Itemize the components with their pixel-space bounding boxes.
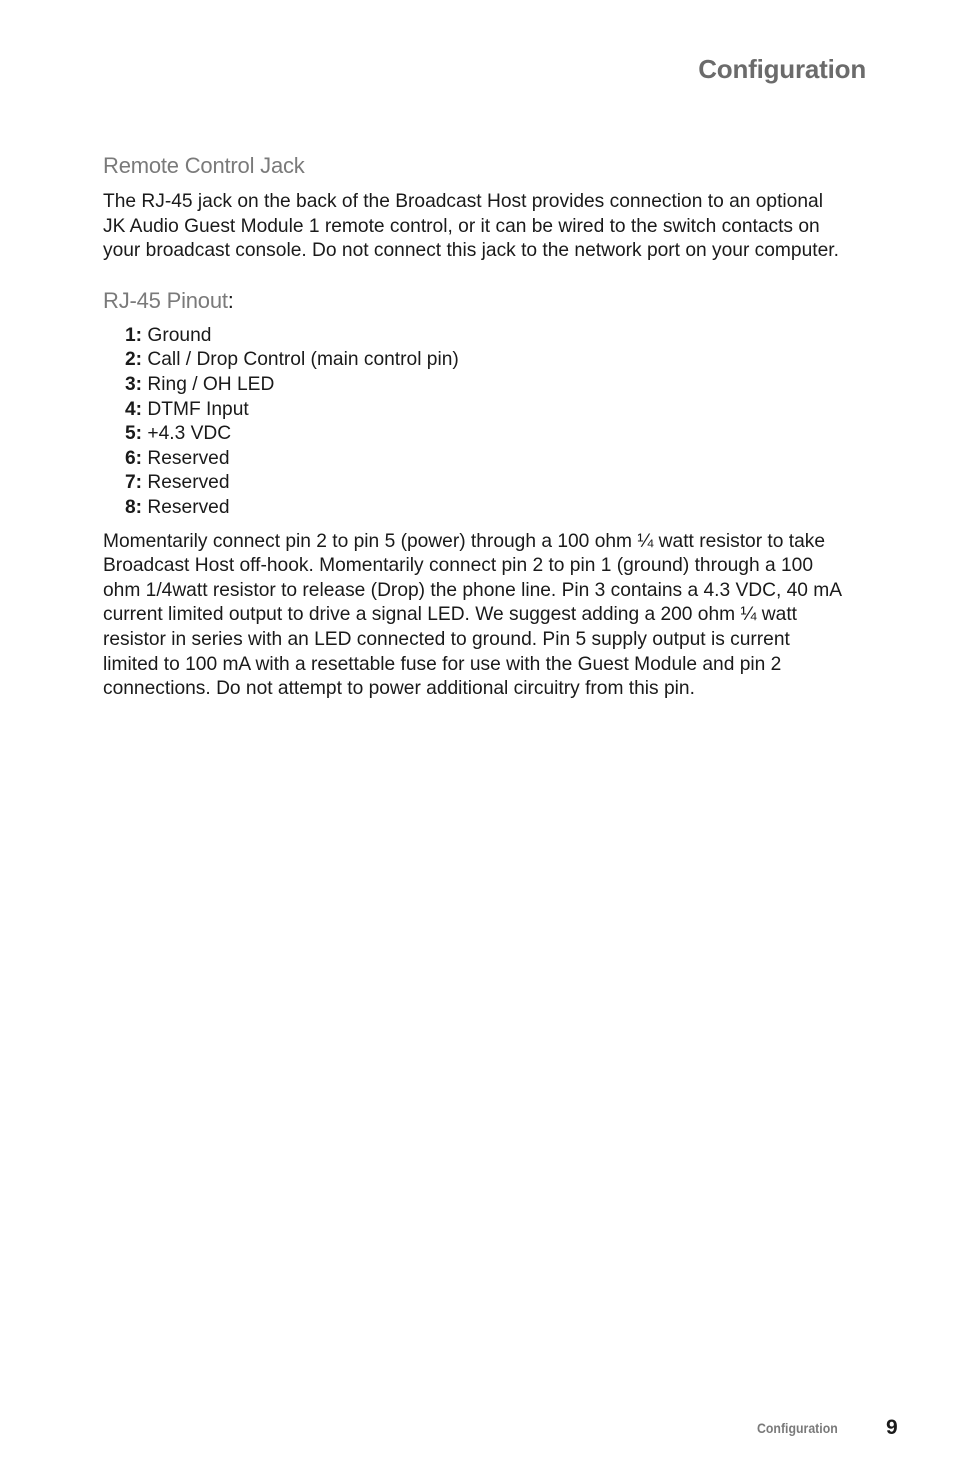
intro-paragraph: The RJ-45 jack on the back of the Broadcast Host provides connection to an optional JK Audio Guest Module 1 remote control, or it can be wired to the switch contacts on your broadcast console. Do not connect this jack to the network port on your computer. [103, 191, 839, 262]
pin-item [125, 348, 848, 373]
page-header-title: Configuration [698, 54, 866, 84]
pin-number: 5: [125, 423, 143, 445]
pin-item [125, 447, 848, 472]
section-heading: Remote Control Jack [103, 153, 305, 178]
pin-number: 3: [125, 373, 143, 395]
pin-number: 6: [125, 447, 143, 469]
pin-item [125, 422, 848, 447]
pinout-list [125, 324, 848, 521]
pin-number: 2: [125, 349, 143, 371]
pin-item [125, 373, 848, 398]
pin-number: 8: [125, 496, 143, 518]
pin-label: Reserved [147, 472, 230, 494]
pinout-heading-text: RJ-45 Pinout [103, 287, 228, 313]
pin-label: Ground [147, 324, 212, 346]
pin-number: 1: [125, 324, 143, 346]
footer-section-label: Configuration [757, 1420, 838, 1436]
page-number: 9 [886, 1416, 898, 1439]
pin-number: 7: [125, 472, 143, 494]
pin-number: 4: [125, 398, 143, 420]
pin-item [125, 324, 848, 349]
pin-label: Call / Drop Control (main control pin) [147, 349, 459, 371]
pin-label: +4.3 VDC [147, 423, 232, 445]
page-content [103, 153, 848, 702]
pinout-heading [103, 288, 848, 314]
pin-label: DTMF Input [147, 398, 249, 420]
pin-item [125, 496, 848, 521]
pin-label: Ring / OH LED [147, 373, 275, 395]
pin-item [125, 398, 848, 423]
pinout-heading-colon: : [227, 287, 234, 313]
pin-label: Reserved [147, 447, 230, 469]
details-paragraph: Momentarily connect pin 2 to pin 5 (power) through a 100 ohm ¼ watt resistor to take Broadcast Host off-hook. Momentarily connect pin 2 to pin 1 (ground) through a 100 ohm 1/4watt resistor to release (Drop) the phone line. Pin 3 contains a 4.3 VDC, 40 mA current limited output to drive a signal LED. We suggest adding a 200 ohm ¼ watt resistor in series with an LED connected to ground. Pin 5 supply output is current limited to 100 mA with a resettable fuse for use with the Guest Module and pin 2 connections. Do not attempt to power additional circuitry from this pin. [103, 530, 842, 700]
pin-label: Reserved [147, 496, 230, 518]
pin-item [125, 471, 848, 496]
